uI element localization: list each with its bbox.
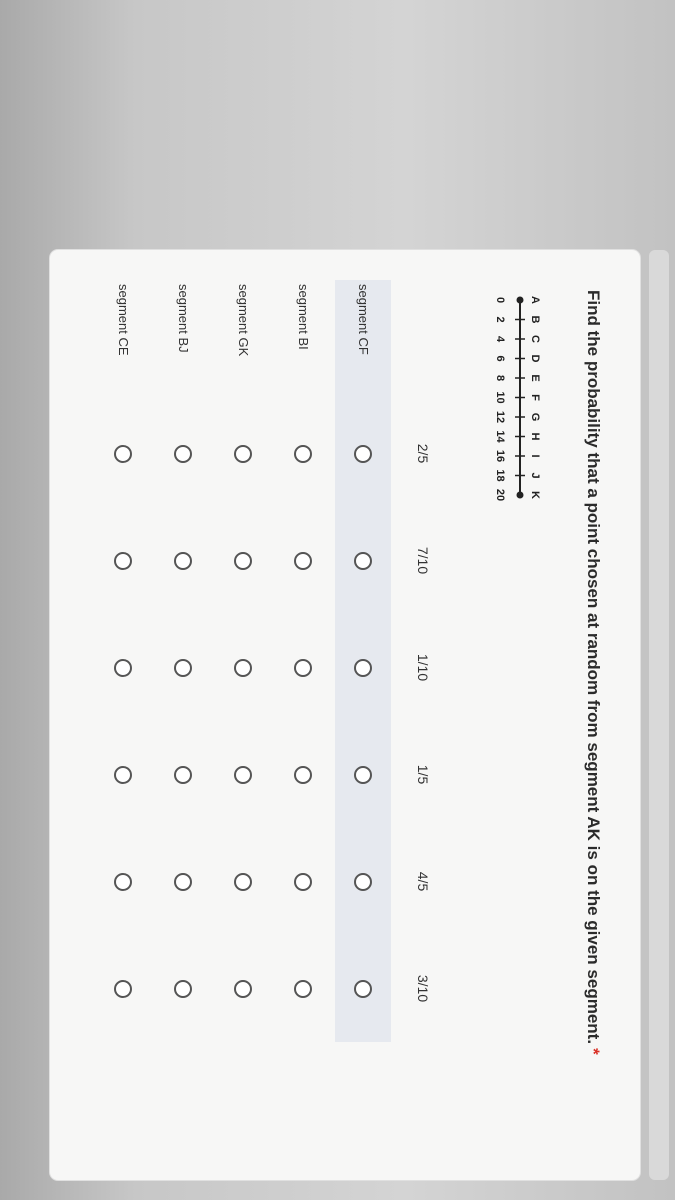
- radio-button[interactable]: [294, 659, 312, 677]
- row-label: segment GK: [236, 284, 251, 357]
- radio-button[interactable]: [174, 766, 192, 784]
- point-value: 18: [494, 469, 506, 482]
- point-value: 4: [494, 335, 506, 343]
- row-label: segment BI: [296, 284, 311, 350]
- radio-cell: [275, 828, 331, 935]
- question-text: Find the probability that a point chosen at random from segment AK is on the given segment.: [584, 290, 603, 1045]
- radio-button[interactable]: [294, 873, 312, 891]
- radio-button[interactable]: [294, 980, 312, 998]
- radio-cell: [215, 828, 271, 935]
- point-label: H: [529, 432, 541, 441]
- point-label: K: [529, 491, 541, 499]
- radio-cell: [95, 614, 151, 721]
- radio-cell: [335, 507, 391, 614]
- radio-cell: [335, 935, 391, 1042]
- point-value: 14: [494, 430, 506, 443]
- radio-cell: [275, 721, 331, 828]
- point-label: B: [529, 315, 541, 324]
- radio-cell: [155, 400, 211, 507]
- column-header: 1/5: [415, 764, 431, 785]
- radio-cell: [95, 721, 151, 828]
- point-value: 10: [494, 391, 506, 404]
- column-header: 3/10: [415, 974, 431, 1003]
- point-value: 6: [494, 355, 506, 362]
- radio-button[interactable]: [234, 445, 252, 463]
- radio-cell: [155, 935, 211, 1042]
- radio-button[interactable]: [234, 552, 252, 570]
- radio-cell: [95, 935, 151, 1042]
- point-value: 2: [494, 316, 506, 323]
- radio-cell: [275, 935, 331, 1042]
- radio-button[interactable]: [234, 980, 252, 998]
- radio-cell: [275, 400, 331, 507]
- point-value: 8: [494, 374, 506, 382]
- radio-cell: [155, 507, 211, 614]
- previous-card-edge: [649, 250, 669, 1180]
- radio-cell: [215, 507, 271, 614]
- point-value: 12: [494, 410, 506, 424]
- radio-button[interactable]: [354, 766, 372, 784]
- choice-grid: [93, 280, 453, 1042]
- radio-cell: [95, 828, 151, 935]
- radio-button[interactable]: [294, 445, 312, 463]
- radio-button[interactable]: [354, 445, 372, 463]
- point-label: A: [529, 296, 541, 304]
- point-label: F: [529, 394, 541, 401]
- radio-cell: [335, 721, 391, 828]
- column-header: 4/5: [415, 871, 431, 892]
- radio-button[interactable]: [114, 980, 132, 998]
- radio-button[interactable]: [354, 552, 372, 570]
- radio-button[interactable]: [354, 659, 372, 677]
- radio-button[interactable]: [354, 980, 372, 998]
- grid-corner: [403, 280, 443, 400]
- point-label: E: [529, 374, 541, 382]
- radio-cell: [275, 507, 331, 614]
- radio-button[interactable]: [234, 873, 252, 891]
- radio-cell: [335, 828, 391, 935]
- column-header: 7/10: [415, 546, 431, 575]
- point-label: C: [529, 335, 541, 343]
- point-value: 0: [494, 296, 506, 304]
- radio-cell: [155, 614, 211, 721]
- endpoint-dot: [517, 297, 524, 304]
- radio-button[interactable]: [114, 766, 132, 784]
- radio-button[interactable]: [354, 873, 372, 891]
- radio-button[interactable]: [114, 445, 132, 463]
- radio-button[interactable]: [174, 552, 192, 570]
- radio-cell: [95, 400, 151, 507]
- radio-cell: [275, 614, 331, 721]
- number-line-figure: [485, 290, 545, 670]
- column-header: 1/10: [415, 653, 431, 682]
- radio-button[interactable]: [234, 766, 252, 784]
- number-line-svg: [485, 290, 545, 670]
- radio-button[interactable]: [174, 659, 192, 677]
- radio-cell: [215, 614, 271, 721]
- radio-cell: [155, 721, 211, 828]
- radio-button[interactable]: [114, 552, 132, 570]
- endpoint-dot: [517, 492, 524, 499]
- point-label: J: [529, 472, 541, 479]
- point-label: D: [529, 354, 541, 363]
- radio-cell: [335, 614, 391, 721]
- radio-button[interactable]: [174, 980, 192, 998]
- row-label: segment BJ: [176, 284, 191, 353]
- point-value: 16: [494, 449, 506, 463]
- required-asterisk: *: [584, 1048, 603, 1055]
- point-value: 20: [494, 488, 506, 502]
- radio-cell: [215, 935, 271, 1042]
- point-label: G: [529, 412, 541, 422]
- question-title: [581, 290, 605, 1170]
- radio-cell: [335, 400, 391, 507]
- radio-button[interactable]: [114, 873, 132, 891]
- radio-button[interactable]: [294, 552, 312, 570]
- column-header: 2/5: [415, 443, 431, 464]
- radio-cell: [215, 721, 271, 828]
- radio-button[interactable]: [294, 766, 312, 784]
- radio-cell: [215, 400, 271, 507]
- radio-button[interactable]: [234, 659, 252, 677]
- radio-cell: [95, 507, 151, 614]
- radio-button[interactable]: [174, 873, 192, 891]
- row-label: segment CE: [116, 284, 131, 356]
- radio-button[interactable]: [114, 659, 132, 677]
- point-label: I: [529, 454, 541, 458]
- row-label: segment CF: [335, 280, 391, 400]
- radio-button[interactable]: [174, 445, 192, 463]
- radio-cell: [155, 828, 211, 935]
